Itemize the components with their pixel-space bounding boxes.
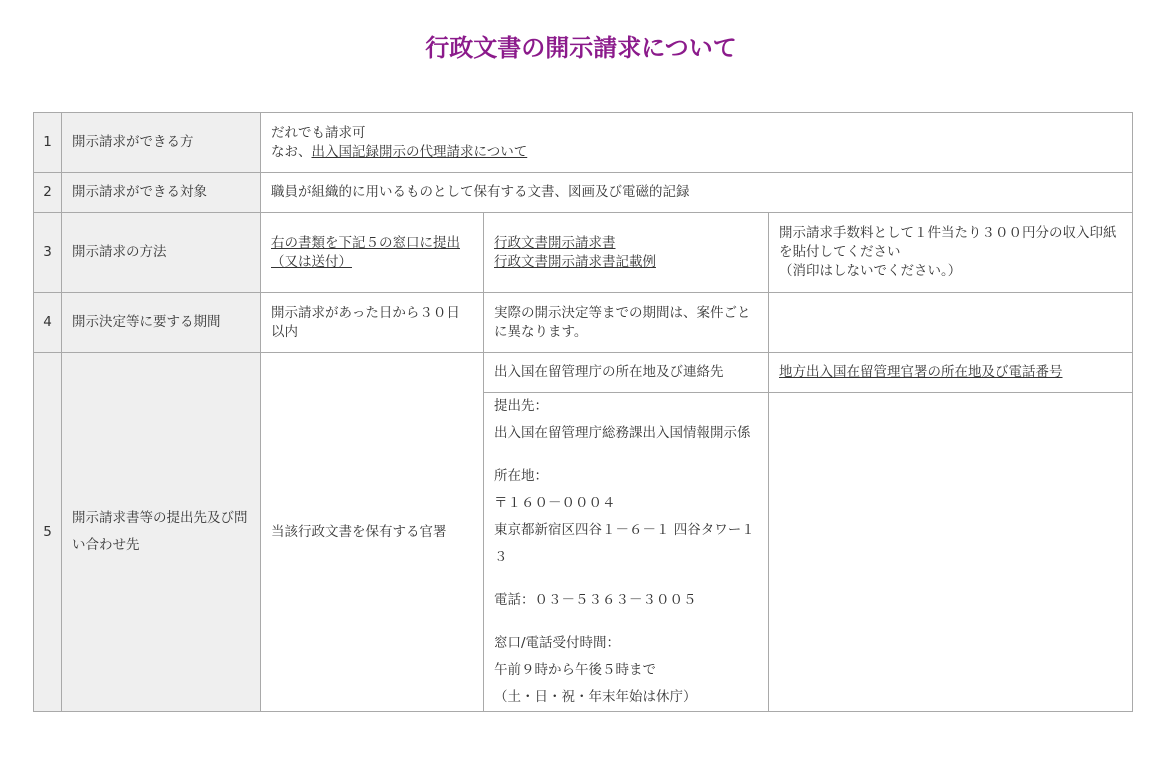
info-table (33, 112, 1133, 712)
row-label: 開示請求ができる対象 (62, 173, 261, 213)
row-content (261, 113, 1133, 173)
fee-note: （消印はしないでください。） (779, 263, 962, 279)
empty-cell (769, 293, 1133, 353)
row-label: 開示請求の方法 (62, 213, 261, 293)
table-row (34, 113, 1133, 173)
row-number: 5 (34, 353, 62, 712)
regional-cell (769, 353, 1133, 393)
fee-text: 開示請求手数料として１件当たり３００円分の収入印紙を貼付してください (779, 225, 1117, 260)
fee-cell (769, 213, 1133, 293)
row-content: 職員が組織的に用いるものとして保有する文書、図画及び電磁的記録 (261, 173, 1133, 213)
row-number: 4 (34, 293, 62, 353)
table-row (34, 353, 1133, 393)
forms-cell (484, 213, 769, 293)
submit-label: 提出先： (494, 398, 548, 414)
agency-cell: 当該行政文書を保有する官署 (261, 353, 484, 712)
row-label: 開示請求書等の提出先及び問い合わせ先 (62, 353, 261, 712)
postal-code: 〒１６０－０００４ (494, 495, 616, 511)
table-row (34, 173, 1133, 213)
regional-offices-link[interactable]: 地方出入国在留管理官署の所在地及び電話番号 (779, 364, 1063, 380)
table-row (34, 293, 1133, 353)
row-label: 開示決定等に要する期間 (62, 293, 261, 353)
note-prefix: なお、 (271, 143, 312, 160)
phone-number: 電話：０３－５３６３－３００５ (494, 592, 697, 608)
empty-cell (769, 393, 1133, 712)
form-example-link[interactable]: 行政文書開示請求書記載例 (494, 253, 656, 270)
row-number: 2 (34, 173, 62, 213)
closed-days: （土・日・祝・年末年始は休庁） (494, 689, 697, 705)
submit-value: 出入国在留管理庁総務課出入国情報開示係 (494, 425, 751, 441)
address-text: 東京都新宿区四谷１－６－１ 四谷タワー１３ (494, 522, 755, 565)
period-cell: 開示請求があった日から３０日以内 (261, 293, 484, 353)
row-label: 開示請求ができる方 (62, 113, 261, 173)
address-label: 所在地： (494, 468, 548, 484)
table-row (34, 213, 1133, 293)
row-number: 3 (34, 213, 62, 293)
hq-contact-cell (484, 393, 769, 712)
hours-label: 窓口/電話受付時間： (494, 635, 621, 651)
request-form-link[interactable]: 行政文書開示請求書 (494, 234, 616, 251)
row-number: 1 (34, 113, 62, 173)
hours-text: 午前９時から午後５時まで (494, 662, 656, 678)
hq-header-cell: 出入国在留管理庁の所在地及び連絡先 (484, 353, 769, 393)
page-title: 行政文書の開示請求について (425, 34, 737, 62)
submission-method-link[interactable]: 右の書類を下記５の窓口に提出（又は送付） (271, 234, 460, 270)
method-cell (261, 213, 484, 293)
eligibility-text: だれでも請求可 (271, 124, 366, 141)
proxy-request-link[interactable]: 出入国記録開示の代理請求について (311, 143, 528, 160)
period-note-cell: 実際の開示決定等までの期間は、案件ごとに異なります。 (484, 293, 769, 353)
